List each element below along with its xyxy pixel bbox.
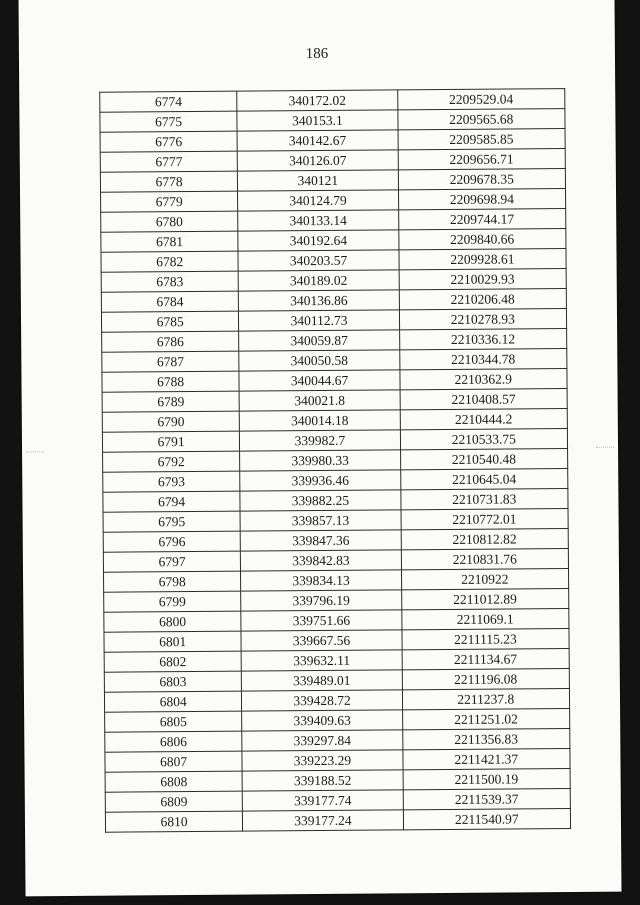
x-coordinate-cell: 340021.8 xyxy=(239,390,399,411)
y-coordinate-cell: 2211069.1 xyxy=(401,609,569,630)
point-number-cell: 6783 xyxy=(101,271,238,292)
x-coordinate-cell: 340192.64 xyxy=(238,230,398,251)
point-number-cell: 6790 xyxy=(102,411,239,432)
x-coordinate-cell: 339188.52 xyxy=(242,770,402,791)
y-coordinate-cell: 2211251.02 xyxy=(402,709,570,730)
x-coordinate-cell: 340121 xyxy=(238,170,398,191)
point-number-cell: 6788 xyxy=(102,371,239,392)
x-coordinate-cell: 340172.02 xyxy=(237,90,397,111)
x-coordinate-cell: 340014.18 xyxy=(240,410,400,431)
x-coordinate-cell: 339936.46 xyxy=(240,470,400,491)
point-number-cell: 6809 xyxy=(105,791,242,812)
y-coordinate-cell: 2210444.2 xyxy=(400,409,568,430)
y-coordinate-cell: 2210408.57 xyxy=(400,389,568,410)
y-coordinate-cell: 2209744.17 xyxy=(398,209,566,230)
x-coordinate-cell: 340203.57 xyxy=(238,250,398,271)
y-coordinate-cell: 2210029.93 xyxy=(399,269,567,290)
point-number-cell: 6804 xyxy=(104,691,241,712)
x-coordinate-cell: 340050.58 xyxy=(239,350,399,371)
x-coordinate-cell: 339428.72 xyxy=(242,690,402,711)
y-coordinate-cell: 2210362.9 xyxy=(400,369,568,390)
y-coordinate-cell: 2211012.89 xyxy=(401,589,569,610)
point-number-cell: 6799 xyxy=(104,591,241,612)
y-coordinate-cell: 2211356.83 xyxy=(402,729,570,750)
point-number-cell: 6775 xyxy=(100,111,237,132)
x-coordinate-cell: 339882.25 xyxy=(240,490,400,511)
y-coordinate-cell: 2211134.67 xyxy=(402,649,570,670)
x-coordinate-cell: 339177.74 xyxy=(243,790,403,811)
x-coordinate-cell: 339980.33 xyxy=(240,450,400,471)
point-number-cell: 6797 xyxy=(103,551,240,572)
point-number-cell: 6781 xyxy=(101,231,238,252)
y-coordinate-cell: 2209840.66 xyxy=(398,229,566,250)
x-coordinate-cell: 339632.11 xyxy=(241,650,401,671)
x-coordinate-cell: 340059.87 xyxy=(239,330,399,351)
scan-artifact xyxy=(596,447,614,450)
scan-artifact xyxy=(26,451,44,454)
point-number-cell: 6794 xyxy=(103,491,240,512)
y-coordinate-cell: 2211539.37 xyxy=(403,789,571,810)
y-coordinate-cell: 2210336.12 xyxy=(399,329,567,350)
x-coordinate-cell: 340153.1 xyxy=(237,110,397,131)
x-coordinate-cell: 340142.67 xyxy=(237,130,397,151)
y-coordinate-cell: 2209656.71 xyxy=(398,149,566,170)
y-coordinate-cell: 2211237.8 xyxy=(402,689,570,710)
y-coordinate-cell: 2211115.23 xyxy=(402,629,570,650)
y-coordinate-cell: 2210772.01 xyxy=(401,509,569,530)
coordinates-table xyxy=(99,88,571,833)
point-number-cell: 6792 xyxy=(103,451,240,472)
point-number-cell: 6807 xyxy=(105,751,242,772)
x-coordinate-cell: 339489.01 xyxy=(242,670,402,691)
y-coordinate-cell: 2210831.76 xyxy=(401,549,569,570)
table-row xyxy=(105,809,570,833)
x-coordinate-cell: 339847.36 xyxy=(240,530,400,551)
point-number-cell: 6798 xyxy=(104,571,241,592)
y-coordinate-cell: 2211540.97 xyxy=(403,809,571,830)
point-number-cell: 6793 xyxy=(103,471,240,492)
x-coordinate-cell: 340189.02 xyxy=(238,270,398,291)
point-number-cell: 6802 xyxy=(104,651,241,672)
y-coordinate-cell: 2210533.75 xyxy=(400,429,568,450)
point-number-cell: 6806 xyxy=(105,731,242,752)
x-coordinate-cell: 339842.83 xyxy=(241,550,401,571)
x-coordinate-cell: 339751.66 xyxy=(241,610,401,631)
x-coordinate-cell: 340133.14 xyxy=(238,210,398,231)
point-number-cell: 6810 xyxy=(105,811,242,832)
x-coordinate-cell: 339223.29 xyxy=(242,750,402,771)
y-coordinate-cell: 2209529.04 xyxy=(397,89,565,110)
point-number-cell: 6800 xyxy=(104,611,241,632)
y-coordinate-cell: 2210731.83 xyxy=(401,489,569,510)
x-coordinate-cell: 340124.79 xyxy=(238,190,398,211)
point-number-cell: 6791 xyxy=(102,431,239,452)
y-coordinate-cell: 2209678.35 xyxy=(398,169,566,190)
point-number-cell: 6805 xyxy=(105,711,242,732)
y-coordinate-cell: 2210206.48 xyxy=(399,289,567,310)
y-coordinate-cell: 2209585.85 xyxy=(398,129,566,150)
point-number-cell: 6801 xyxy=(104,631,241,652)
point-number-cell: 6795 xyxy=(103,511,240,532)
point-number-cell: 6779 xyxy=(101,191,238,212)
x-coordinate-cell: 339982.7 xyxy=(240,430,400,451)
y-coordinate-cell: 2210278.93 xyxy=(399,309,567,330)
y-coordinate-cell: 2209928.61 xyxy=(399,249,567,270)
y-coordinate-cell: 2211196.08 xyxy=(402,669,570,690)
x-coordinate-cell: 339857.13 xyxy=(240,510,400,531)
y-coordinate-cell: 2209698.94 xyxy=(398,189,566,210)
x-coordinate-cell: 339409.63 xyxy=(242,710,402,731)
point-number-cell: 6774 xyxy=(100,91,237,112)
point-number-cell: 6787 xyxy=(102,351,239,372)
x-coordinate-cell: 340126.07 xyxy=(237,150,397,171)
y-coordinate-cell: 2210540.48 xyxy=(400,449,568,470)
x-coordinate-cell: 340112.73 xyxy=(239,310,399,331)
point-number-cell: 6780 xyxy=(101,211,238,232)
y-coordinate-cell: 2210812.82 xyxy=(401,529,569,550)
point-number-cell: 6778 xyxy=(100,171,237,192)
x-coordinate-cell: 339796.19 xyxy=(241,590,401,611)
point-number-cell: 6789 xyxy=(102,391,239,412)
coordinates-table-body xyxy=(100,89,571,833)
x-coordinate-cell: 339177.24 xyxy=(243,810,403,831)
point-number-cell: 6786 xyxy=(102,331,239,352)
point-number-cell: 6777 xyxy=(100,151,237,172)
y-coordinate-cell: 2211500.19 xyxy=(403,769,571,790)
y-coordinate-cell: 2210645.04 xyxy=(400,469,568,490)
document-page xyxy=(18,0,621,896)
point-number-cell: 6796 xyxy=(103,531,240,552)
point-number-cell: 6808 xyxy=(105,771,242,792)
x-coordinate-cell: 339834.13 xyxy=(241,570,401,591)
y-coordinate-cell: 2211421.37 xyxy=(403,749,571,770)
page-number: 186 xyxy=(305,45,329,63)
x-coordinate-cell: 339297.84 xyxy=(242,730,402,751)
x-coordinate-cell: 340044.67 xyxy=(239,370,399,391)
y-coordinate-cell: 2210344.78 xyxy=(399,349,567,370)
y-coordinate-cell: 2209565.68 xyxy=(398,109,566,130)
y-coordinate-cell: 2210922 xyxy=(401,569,569,590)
point-number-cell: 6776 xyxy=(100,131,237,152)
point-number-cell: 6785 xyxy=(101,311,238,332)
point-number-cell: 6803 xyxy=(104,671,241,692)
x-coordinate-cell: 339667.56 xyxy=(241,630,401,651)
x-coordinate-cell: 340136.86 xyxy=(239,290,399,311)
point-number-cell: 6784 xyxy=(101,291,238,312)
point-number-cell: 6782 xyxy=(101,251,238,272)
